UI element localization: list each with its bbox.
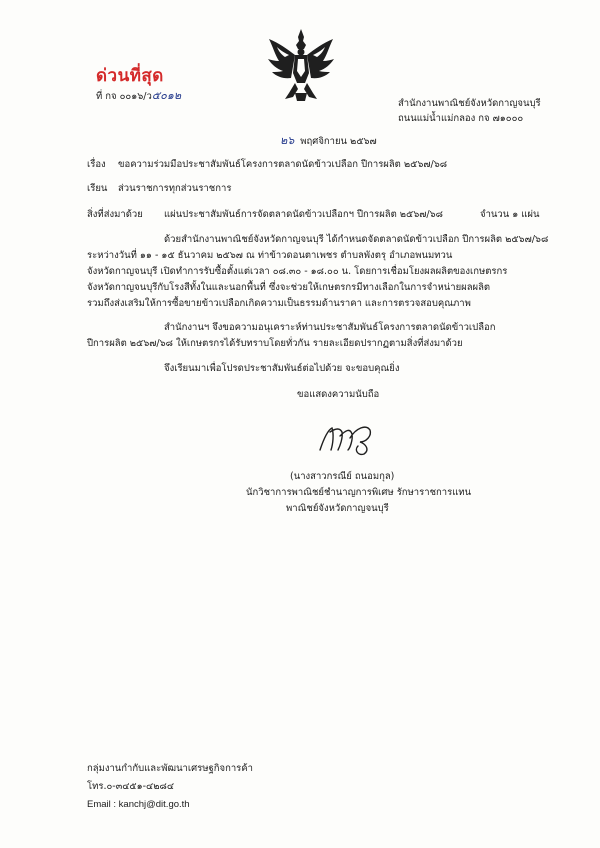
urgency-stamp: ด่วนที่สุด (96, 66, 164, 86)
body-p2-line-2: ปีการผลิต ๒๕๖๗/๖๘ ให้เกษตรกรได้รับทราบโดยทั่วกัน รายละเอียดปรากฏตามสิ่งที่ส่งมาด้วย (87, 338, 463, 349)
body-p1-line-1: ด้วยสำนักงานพาณิชย์จังหวัดกาญจนบุรี ได้กำหนดจัดตลาดนัดข้าวเปลือก ปีการผลิต ๒๕๖๗/๖๘ (164, 234, 549, 245)
document-number-handwritten: ๕๐๑๒ (151, 89, 182, 102)
enclosure-count: จำนวน ๑ แผ่น (480, 209, 540, 220)
date-day-handwritten: ๒๖ (280, 134, 295, 147)
recipient-label: เรียน (87, 183, 108, 194)
enclosure-text: แผ่นประชาสัมพันธ์การจัดตลาดนัดข้าวเปลือกฯ ปีการผลิต ๒๕๖๗/๖๘ (164, 209, 443, 220)
document-number-prefix: ที่ กจ ๐๐๑๖/ว (96, 91, 152, 102)
body-p1-line-5: รวมถึงส่งเสริมให้การซื้อขายข้าวเปลือกเกิดความเป็นธรรมด้านราคา และการตรวจสอบคุณภาพ (87, 298, 471, 309)
signatory-position-2: พาณิชย์จังหวัดกาญจนบุรี (286, 503, 389, 514)
date-month-year: พฤศจิกายน ๒๕๖๗ (300, 136, 377, 147)
closing-request: จึงเรียนมาเพื่อโปรดประชาสัมพันธ์ต่อไปด้วย จะขอบคุณยิ่ง (164, 363, 400, 374)
salutation: ขอแสดงความนับถือ (297, 389, 380, 400)
signatory-position-1: นักวิชาการพาณิชย์ชำนาญการพิเศษ รักษาราชการแทน (246, 487, 472, 498)
footer-unit: กลุ่มงานกำกับและพัฒนาเศรษฐกิจการค้า (87, 763, 253, 774)
body-p2-line-1: สำนักงานฯ จึงขอความอนุเคราะห์ท่านประชาสัมพันธ์โครงการตลาดนัดข้าวเปลือก (164, 322, 496, 333)
footer-phone: โทร.๐-๓๔๕๑-๔๒๘๔ (87, 781, 175, 792)
garuda-emblem-graphic (265, 27, 337, 103)
garuda-emblem (265, 27, 337, 103)
recipient-text: ส่วนราชการทุกส่วนราชการ (118, 183, 232, 194)
handwritten-signature (316, 420, 382, 458)
signatory-name: (นางสาวกรณีย์ ถนอมกุล) (290, 471, 395, 482)
body-p1-line-2: ระหว่างวันที่ ๑๑ - ๑๕ ธันวาคม ๒๕๖๗ ณ ท่าข้าวดอนตาเพชร ตำบลพังตรุ อำเภอพนมทวน (87, 250, 453, 261)
signature (316, 420, 382, 458)
footer-email: Email : kanchj@dit.go.th (87, 799, 190, 810)
subject-text: ขอความร่วมมือประชาสัมพันธ์โครงการตลาดนัดข้าวเปลือก ปีการผลิต ๒๕๖๗/๖๘ (118, 159, 448, 170)
sender-address: ถนนแม่น้ำแม่กลอง กจ ๗๑๐๐๐ (398, 113, 524, 124)
body-p1-line-3: จังหวัดกาญจนบุรี เปิดทำการรับซื้อตั้งแต่เวลา ๐๘.๓๐ - ๑๘.๐๐ น. โดยการเชื่อมโยงผลผลิตของเกษตรกร (87, 266, 508, 277)
subject-label: เรื่อง (87, 159, 106, 170)
body-p1-line-4: จังหวัดกาญจนบุรีกับโรงสีทั้งในและนอกพื้นที่ ซึ่งจะช่วยให้เกษตรกรมีทางเลือกในการจำหน่ายผลผลิต (87, 282, 491, 293)
document-number (96, 89, 181, 103)
document-date (280, 134, 377, 148)
sender-office: สำนักงานพาณิชย์จังหวัดกาญจนบุรี (398, 98, 541, 109)
enclosure-label: สิ่งที่ส่งมาด้วย (87, 209, 143, 220)
